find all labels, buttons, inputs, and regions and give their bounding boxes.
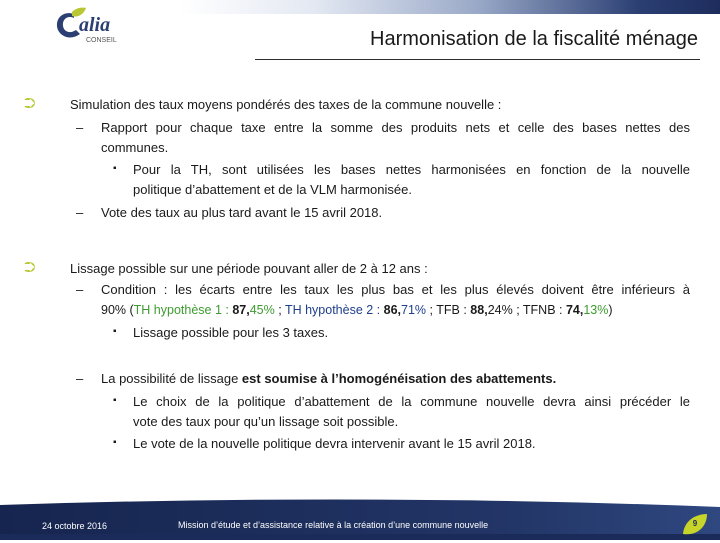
footer-mission: Mission d’étude et d’assistance relative à la création d’une commune nouvelle [178, 520, 489, 530]
footer-band [0, 497, 720, 540]
condition-line2: 90% (TH hypothèse 1 : 87,45% ; TH hypothèse 2 : 86,71% ; TFB : 88,24% ; TFNB : 74,13%) [101, 303, 613, 317]
condition-pct: 90% [101, 303, 127, 317]
section1-subsub-line1: Pour la TH, sont utilisées les bases nettes harmonisées en fonction de la nouvelle [133, 162, 690, 177]
dash-bullet: – [76, 282, 84, 297]
vote-politique: Le vote de la nouvelle politique devra intervenir avant le 15 avril 2018. [133, 436, 536, 451]
arrow-bullet-icon: ⮊ [24, 259, 36, 276]
section1-bullet: Simulation des taux moyens pondérés des taxes de la commune nouvelle : [70, 97, 502, 112]
logo-sub-text: CONSEIL [86, 37, 117, 44]
condition-line1: Condition : les écarts entre les taux les plus bas et les plus élevés doivent être inférieurs à [101, 282, 690, 297]
lissage-3-taxes: Lissage possible pour les 3 taxes. [133, 325, 329, 340]
choix-line1: Le choix de la politique d’abattement de la commune nouvelle devra ainsi précéder le [133, 394, 690, 409]
square-bullet: ▪ [113, 437, 117, 448]
th1-label: TH hypothèse 1 : [133, 303, 229, 317]
section1-sub1-line2: communes. [101, 140, 169, 155]
logo-main-text: alia [79, 14, 111, 36]
possibilite-lissage: La possibilité de lissage est soumise à l’homogénéisation des abattements. [101, 371, 557, 386]
square-bullet: ▪ [113, 163, 117, 174]
footer-date: 24 octobre 2016 [42, 521, 108, 531]
page-number: 9 [692, 519, 698, 528]
section2-bullet: Lissage possible sur une période pouvant aller de 2 à 12 ans : [70, 261, 428, 276]
dash-bullet: – [76, 120, 84, 135]
section1-sub1-line1: Rapport pour chaque taxe entre la somme des produits nets et celle des bases nettes des [101, 120, 690, 135]
dash-bullet: – [76, 205, 84, 220]
square-bullet: ▪ [113, 326, 117, 337]
page-number-badge [680, 512, 710, 538]
arrow-bullet-icon: ⮊ [24, 95, 36, 112]
section1-sub2: Vote des taux au plus tard avant le 15 avril 2018. [101, 205, 383, 220]
tfnb-value-dec: 13% [583, 303, 609, 317]
section1-subsub-line2: politique d’abattement et de la VLM harmonisée. [133, 182, 412, 197]
page-title: Harmonisation de la fiscalité ménage [370, 28, 698, 50]
th2-value-dec: 71% [401, 303, 427, 317]
choix-line2: vote des taux pour qu’un lissage soit possible. [133, 414, 399, 429]
th2-label: TH hypothèse 2 : [284, 303, 381, 317]
square-bullet: ▪ [113, 395, 117, 406]
th1-value-dec: 45% [249, 303, 275, 317]
dash-bullet: – [76, 371, 84, 386]
tfb-value-dec: 24% [487, 303, 513, 317]
